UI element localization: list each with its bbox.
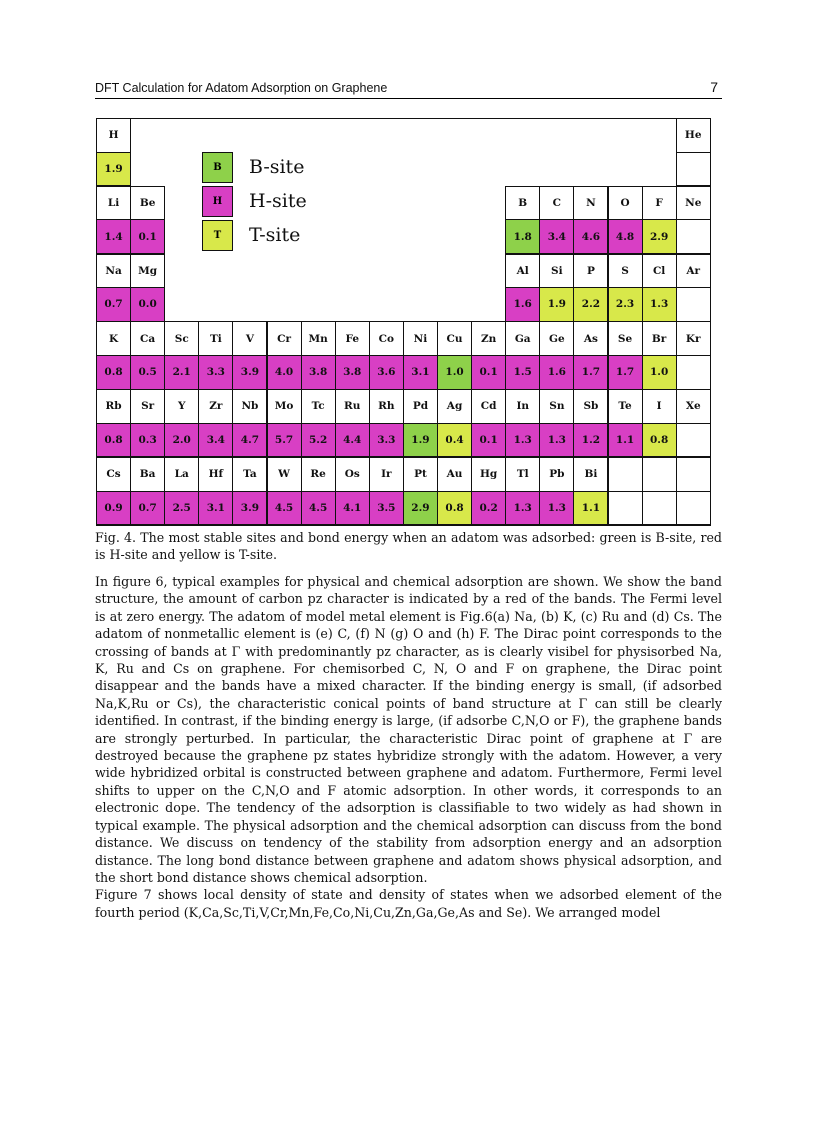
bond-energy-be: 0.1 bbox=[130, 219, 165, 254]
element-symbol-y: Y bbox=[164, 389, 199, 424]
element-symbol-zr: Zr bbox=[198, 389, 233, 424]
bond-energy-xe bbox=[676, 423, 711, 458]
element-symbol-ar: Ar bbox=[676, 254, 711, 289]
element-symbol-p: P bbox=[573, 254, 608, 289]
element-symbol-ti: Ti bbox=[198, 321, 233, 356]
bond-energy-mo: 5.7 bbox=[267, 423, 302, 458]
element-symbol-hf: Hf bbox=[198, 457, 233, 492]
bond-energy-co: 3.6 bbox=[369, 355, 404, 390]
element-symbol-pt: Pt bbox=[403, 457, 438, 492]
element-symbol-in: In bbox=[505, 389, 540, 424]
element-symbol-au: Au bbox=[437, 457, 472, 492]
bond-energy-he bbox=[676, 152, 711, 187]
bond-energy-tc: 5.2 bbox=[301, 423, 336, 458]
bond-energy-c: 3.4 bbox=[539, 219, 574, 254]
bond-energy-kr bbox=[676, 355, 711, 390]
body-text bbox=[95, 573, 722, 921]
element-symbol-co: Co bbox=[369, 321, 404, 356]
bond-energy-o: 4.8 bbox=[608, 219, 643, 254]
element-symbol-la: La bbox=[164, 457, 199, 492]
element-symbol-o: O bbox=[608, 186, 643, 221]
element-symbol-mo: Mo bbox=[267, 389, 302, 424]
element-symbol-ba: Ba bbox=[130, 457, 165, 492]
bond-energy-sn: 1.3 bbox=[539, 423, 574, 458]
empty-cell bbox=[608, 491, 643, 526]
bond-energy-ni: 3.1 bbox=[403, 355, 438, 390]
element-symbol-tl: Tl bbox=[505, 457, 540, 492]
bond-energy-n: 4.6 bbox=[573, 219, 608, 254]
bond-energy-pd: 1.9 bbox=[403, 423, 438, 458]
bond-energy-sb: 1.2 bbox=[573, 423, 608, 458]
element-symbol-rh: Rh bbox=[369, 389, 404, 424]
bond-energy-au: 0.8 bbox=[437, 491, 472, 526]
bond-energy-f: 2.9 bbox=[642, 219, 677, 254]
bond-energy-ne bbox=[676, 219, 711, 254]
element-symbol-ga: Ga bbox=[505, 321, 540, 356]
bond-energy-ta: 3.9 bbox=[232, 491, 267, 526]
element-symbol-zn: Zn bbox=[471, 321, 506, 356]
element-symbol-sn: Sn bbox=[539, 389, 574, 424]
element-symbol-ir: Ir bbox=[369, 457, 404, 492]
element-symbol-si: Si bbox=[539, 254, 574, 289]
figure-caption: Fig. 4. The most stable sites and bond energy when an adatom was adsorbed: green is B-site, red is H-site and yellow is T-site. bbox=[95, 530, 722, 563]
bond-energy-pt: 2.9 bbox=[403, 491, 438, 526]
element-symbol-xe: Xe bbox=[676, 389, 711, 424]
bond-energy-rb: 0.8 bbox=[96, 423, 131, 458]
bond-energy-b: 1.8 bbox=[505, 219, 540, 254]
element-symbol-ta: Ta bbox=[232, 457, 267, 492]
element-symbol-br: Br bbox=[642, 321, 677, 356]
element-symbol-c: C bbox=[539, 186, 574, 221]
element-symbol-cr: Cr bbox=[267, 321, 302, 356]
element-symbol-sc: Sc bbox=[164, 321, 199, 356]
bond-energy-ag: 0.4 bbox=[437, 423, 472, 458]
element-symbol-he: He bbox=[676, 118, 711, 153]
element-symbol-ge: Ge bbox=[539, 321, 574, 356]
bond-energy-ca: 0.5 bbox=[130, 355, 165, 390]
element-symbol-fe: Fe bbox=[335, 321, 370, 356]
bond-energy-ru: 4.4 bbox=[335, 423, 370, 458]
paragraph-2: Figure 7 shows local density of state and density of states when we adsorbed element of the fourth period (K,Ca,Sc,Ti,V,Cr,Mn,Fe,Co,Ni,Cu,Zn,Ga,Ge,As and Se). We arranged model bbox=[95, 887, 722, 920]
element-symbol-sb: Sb bbox=[573, 389, 608, 424]
element-symbol-rb: Rb bbox=[96, 389, 131, 424]
running-head bbox=[95, 80, 722, 99]
bond-energy-tl: 1.3 bbox=[505, 491, 540, 526]
element-symbol-cd: Cd bbox=[471, 389, 506, 424]
element-symbol-k: K bbox=[96, 321, 131, 356]
empty-cell bbox=[676, 457, 711, 492]
bond-energy-li: 1.4 bbox=[96, 219, 131, 254]
bond-energy-bi: 1.1 bbox=[573, 491, 608, 526]
legend-swatch-h: H bbox=[202, 186, 233, 217]
element-symbol-v: V bbox=[232, 321, 267, 356]
element-symbol-pb: Pb bbox=[539, 457, 574, 492]
legend-label-h: H-site bbox=[249, 190, 307, 212]
bond-energy-v: 3.9 bbox=[232, 355, 267, 390]
element-symbol-mn: Mn bbox=[301, 321, 336, 356]
element-symbol-ne: Ne bbox=[676, 186, 711, 221]
bond-energy-hg: 0.2 bbox=[471, 491, 506, 526]
element-symbol-te: Te bbox=[608, 389, 643, 424]
element-symbol-b: B bbox=[505, 186, 540, 221]
bond-energy-al: 1.6 bbox=[505, 287, 540, 322]
bond-energy-h: 1.9 bbox=[96, 152, 131, 187]
bond-energy-ir: 3.5 bbox=[369, 491, 404, 526]
bond-energy-re: 4.5 bbox=[301, 491, 336, 526]
element-symbol-ca: Ca bbox=[130, 321, 165, 356]
bond-energy-cu: 1.0 bbox=[437, 355, 472, 390]
element-symbol-kr: Kr bbox=[676, 321, 711, 356]
page-number: 7 bbox=[710, 79, 718, 95]
bond-energy-os: 4.1 bbox=[335, 491, 370, 526]
element-symbol-os: Os bbox=[335, 457, 370, 492]
bond-energy-zr: 3.4 bbox=[198, 423, 233, 458]
bond-energy-sr: 0.3 bbox=[130, 423, 165, 458]
element-symbol-al: Al bbox=[505, 254, 540, 289]
legend-swatch-b: B bbox=[202, 152, 233, 183]
element-symbol-hg: Hg bbox=[471, 457, 506, 492]
empty-cell bbox=[676, 491, 711, 526]
bond-energy-k: 0.8 bbox=[96, 355, 131, 390]
bond-energy-w: 4.5 bbox=[267, 491, 302, 526]
element-symbol-f: F bbox=[642, 186, 677, 221]
empty-cell bbox=[642, 457, 677, 492]
element-symbol-be: Be bbox=[130, 186, 165, 221]
element-symbol-cs: Cs bbox=[96, 457, 131, 492]
bond-energy-in: 1.3 bbox=[505, 423, 540, 458]
bond-energy-ti: 3.3 bbox=[198, 355, 233, 390]
bond-energy-hf: 3.1 bbox=[198, 491, 233, 526]
bond-energy-ge: 1.6 bbox=[539, 355, 574, 390]
bond-energy-pb: 1.3 bbox=[539, 491, 574, 526]
bond-energy-ba: 0.7 bbox=[130, 491, 165, 526]
element-symbol-pd: Pd bbox=[403, 389, 438, 424]
element-symbol-cu: Cu bbox=[437, 321, 472, 356]
element-symbol-bi: Bi bbox=[573, 457, 608, 492]
bond-energy-te: 1.1 bbox=[608, 423, 643, 458]
empty-cell bbox=[608, 457, 643, 492]
element-symbol-li: Li bbox=[96, 186, 131, 221]
element-symbol-re: Re bbox=[301, 457, 336, 492]
bond-energy-nb: 4.7 bbox=[232, 423, 267, 458]
bond-energy-na: 0.7 bbox=[96, 287, 131, 322]
element-symbol-w: W bbox=[267, 457, 302, 492]
bond-energy-s: 2.3 bbox=[608, 287, 643, 322]
element-symbol-ag: Ag bbox=[437, 389, 472, 424]
bond-energy-cd: 0.1 bbox=[471, 423, 506, 458]
element-symbol-nb: Nb bbox=[232, 389, 267, 424]
empty-cell bbox=[642, 491, 677, 526]
legend-label-b: B-site bbox=[249, 156, 305, 178]
bond-energy-cs: 0.9 bbox=[96, 491, 131, 526]
element-symbol-tc: Tc bbox=[301, 389, 336, 424]
element-symbol-i: I bbox=[642, 389, 677, 424]
legend-swatch-t: T bbox=[202, 220, 233, 251]
bond-energy-la: 2.5 bbox=[164, 491, 199, 526]
bond-energy-ga: 1.5 bbox=[505, 355, 540, 390]
bond-energy-ar bbox=[676, 287, 711, 322]
bond-energy-mn: 3.8 bbox=[301, 355, 336, 390]
element-symbol-na: Na bbox=[96, 254, 131, 289]
bond-energy-sc: 2.1 bbox=[164, 355, 199, 390]
bond-energy-zn: 0.1 bbox=[471, 355, 506, 390]
element-symbol-n: N bbox=[573, 186, 608, 221]
bond-energy-i: 0.8 bbox=[642, 423, 677, 458]
paragraph-1: In figure 6, typical examples for physical and chemical adsorption are shown. We show the band structure, the amount of carbon pz character is indicated by a red of the bands. The Fermi level is at zero energy. The adatom of model metal element is Fig.6(a) Na, (b) K, (c) Ru and (d) Cs. The adatom of nonmetallic element is (e) C, (f) N (g) O and (h) F. The Dirac point corresponds to the crossing of bands at Γ with predominantly pz character, as is clearly visibel for physisorbed Na, K, Ru and Cs on graphene. For chemisorbed C, N, O and F on graphene, the Dirac point disappear and the bands have a mixed character. If the binding energy is small, (if adsorbed Na,K,Ru or Cs), the characteristic conical points of band structure at Γ can still be clearly identified. In contrast, if the binding energy is large, (if adsorbe C,N,O or F), the graphene bands are strongly perturbed. In particular, the characteristic Dirac point of graphene at Γ are destroyed because the graphene pz states hybridize strongly with the adatom. However, a very wide hybridized orbital is constructed between graphene and adatom. Furthermore, Fermi level shifts to upper on the C,N,O and F atomic adsorption. In other words, it corresponds to an electronic dope. The tendency of the adsorption is classifiable to two widely as had shown in typical example. The physical adsorption and the chemical adsorption can discuss from the bond distance. We discuss on tendency of the stability from adsorption energy and an adsorption distance. The long bond distance between graphene and adatom shows physical adsorption, and the short bond distance shows chemical adsorption. bbox=[95, 574, 722, 885]
element-symbol-ni: Ni bbox=[403, 321, 438, 356]
bond-energy-br: 1.0 bbox=[642, 355, 677, 390]
bond-energy-se: 1.7 bbox=[608, 355, 643, 390]
bond-energy-cr: 4.0 bbox=[267, 355, 302, 390]
element-symbol-s: S bbox=[608, 254, 643, 289]
bond-energy-rh: 3.3 bbox=[369, 423, 404, 458]
bond-energy-fe: 3.8 bbox=[335, 355, 370, 390]
bond-energy-as: 1.7 bbox=[573, 355, 608, 390]
running-title: DFT Calculation for Adatom Adsorption on Graphene bbox=[95, 81, 388, 95]
element-symbol-cl: Cl bbox=[642, 254, 677, 289]
element-symbol-mg: Mg bbox=[130, 254, 165, 289]
element-symbol-h: H bbox=[96, 118, 131, 153]
element-symbol-as: As bbox=[573, 321, 608, 356]
element-symbol-ru: Ru bbox=[335, 389, 370, 424]
element-symbol-sr: Sr bbox=[130, 389, 165, 424]
bond-energy-si: 1.9 bbox=[539, 287, 574, 322]
bond-energy-cl: 1.3 bbox=[642, 287, 677, 322]
bond-energy-y: 2.0 bbox=[164, 423, 199, 458]
element-symbol-se: Se bbox=[608, 321, 643, 356]
legend-label-t: T-site bbox=[249, 224, 301, 246]
bond-energy-p: 2.2 bbox=[573, 287, 608, 322]
bond-energy-mg: 0.0 bbox=[130, 287, 165, 322]
